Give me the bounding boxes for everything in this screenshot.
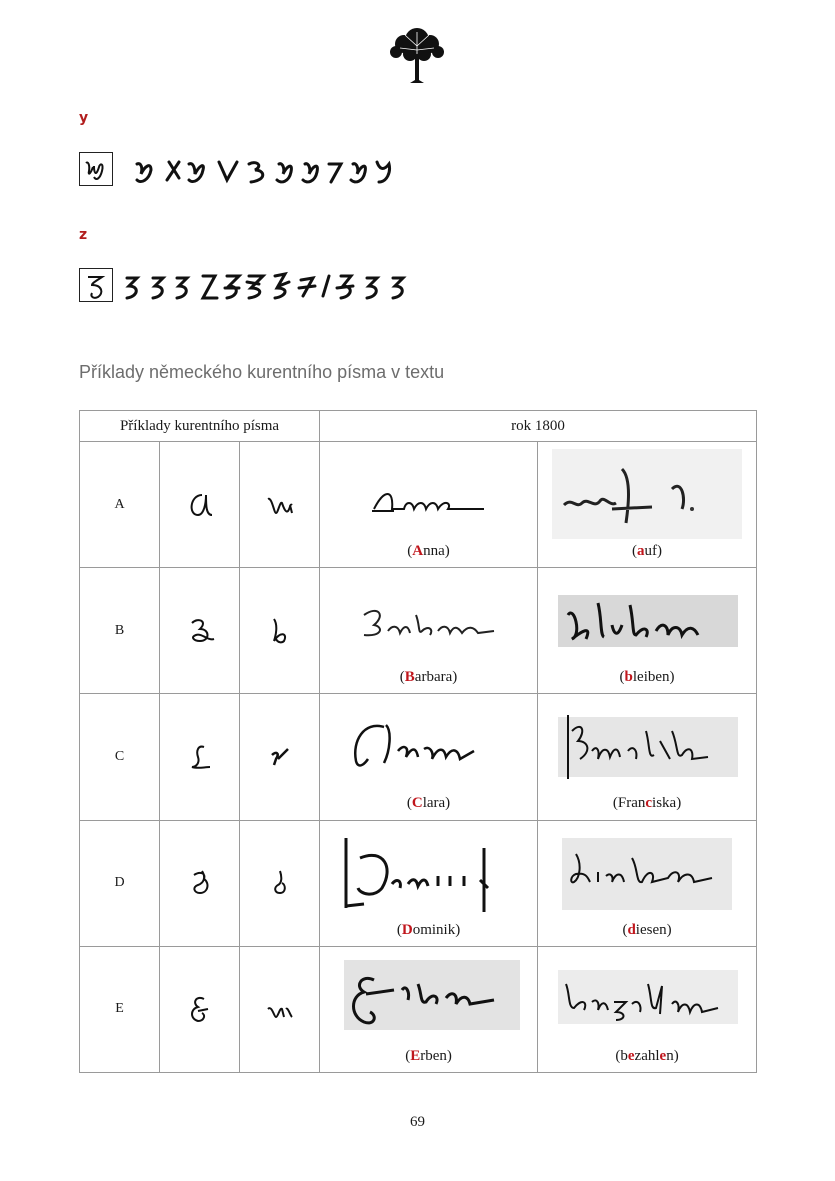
- uppercase-glyph: [160, 946, 240, 1072]
- handwriting-sample-image: [334, 575, 524, 665]
- tree-ornament-icon: [386, 24, 448, 84]
- handwriting-sample-image: [334, 449, 524, 539]
- row-label: E: [80, 946, 160, 1072]
- script-glyph-icon: [260, 989, 300, 1029]
- sample-caption: (diesen): [622, 921, 672, 938]
- sample-caption: (bezahlen): [615, 1047, 679, 1064]
- row-label: B: [80, 568, 160, 694]
- page-number: 69: [410, 1114, 425, 1130]
- header-right: rok 1800: [320, 411, 757, 442]
- lowercase-glyph: [240, 442, 320, 568]
- handwriting-sample-image: [552, 828, 742, 918]
- script-glyph-icon: [180, 863, 220, 903]
- script-glyph-icon: [180, 611, 220, 651]
- row-label: A: [80, 442, 160, 568]
- script-glyph-icon: [180, 485, 220, 525]
- sample-caption: (Anna): [407, 543, 450, 560]
- script-glyph-icon: [260, 485, 300, 525]
- handwriting-variants-y: [79, 152, 449, 192]
- examples-table: [79, 410, 757, 1073]
- script-glyph-icon: [180, 737, 220, 777]
- handwriting-sample-image: [552, 701, 742, 791]
- lowercase-glyph: [240, 946, 320, 1072]
- uppercase-glyph: [160, 568, 240, 694]
- handwriting-sample-image: [552, 954, 742, 1044]
- sample-cell: [538, 820, 757, 946]
- handwriting-sample-image: [334, 828, 524, 918]
- script-glyph-icon: [180, 989, 220, 1029]
- letter-heading-z: z: [79, 227, 88, 243]
- table-row: [80, 442, 757, 568]
- letter-heading-y: y: [79, 110, 89, 126]
- lowercase-glyph: [240, 568, 320, 694]
- sample-cell: [320, 568, 538, 694]
- sample-caption: (Franciska): [612, 795, 682, 812]
- uppercase-glyph: [160, 694, 240, 820]
- script-glyph-icon: [260, 863, 300, 903]
- sample-cell: [538, 568, 757, 694]
- table-row: [80, 694, 757, 820]
- script-glyph-icon: [260, 611, 300, 651]
- header-left: Příklady kurentního písma: [80, 411, 320, 442]
- sample-cell: [320, 694, 538, 820]
- sample-caption: (bleiben): [619, 669, 675, 686]
- handwriting-sample-image: [334, 954, 524, 1044]
- table-header-row: [80, 411, 757, 442]
- section-title: Příklady německého kurentního písma v textu: [79, 362, 445, 382]
- row-label: D: [80, 820, 160, 946]
- handwriting-variants-z: [79, 266, 519, 306]
- sample-caption: (Barbara): [399, 669, 458, 686]
- handwriting-sample-image: [552, 449, 742, 539]
- sample-caption: (Erben): [405, 1047, 452, 1064]
- handwriting-sample-image: [334, 701, 524, 791]
- script-glyph-icon: [260, 737, 300, 777]
- uppercase-glyph: [160, 820, 240, 946]
- sample-cell: [320, 946, 538, 1072]
- sample-cell: [538, 694, 757, 820]
- sample-cell: [320, 820, 538, 946]
- table-row: [80, 820, 757, 946]
- sample-caption: (auf): [632, 543, 663, 560]
- sample-cell: [538, 442, 757, 568]
- handwriting-sample-image: [552, 575, 742, 665]
- sample-caption: (Dominik): [396, 921, 461, 938]
- lowercase-glyph: [240, 694, 320, 820]
- sample-cell: [320, 442, 538, 568]
- uppercase-glyph: [160, 442, 240, 568]
- lowercase-glyph: [240, 820, 320, 946]
- sample-caption: (Clara): [406, 795, 451, 812]
- table-row: [80, 946, 757, 1072]
- sample-cell: [538, 946, 757, 1072]
- row-label: C: [80, 694, 160, 820]
- table-row: [80, 568, 757, 694]
